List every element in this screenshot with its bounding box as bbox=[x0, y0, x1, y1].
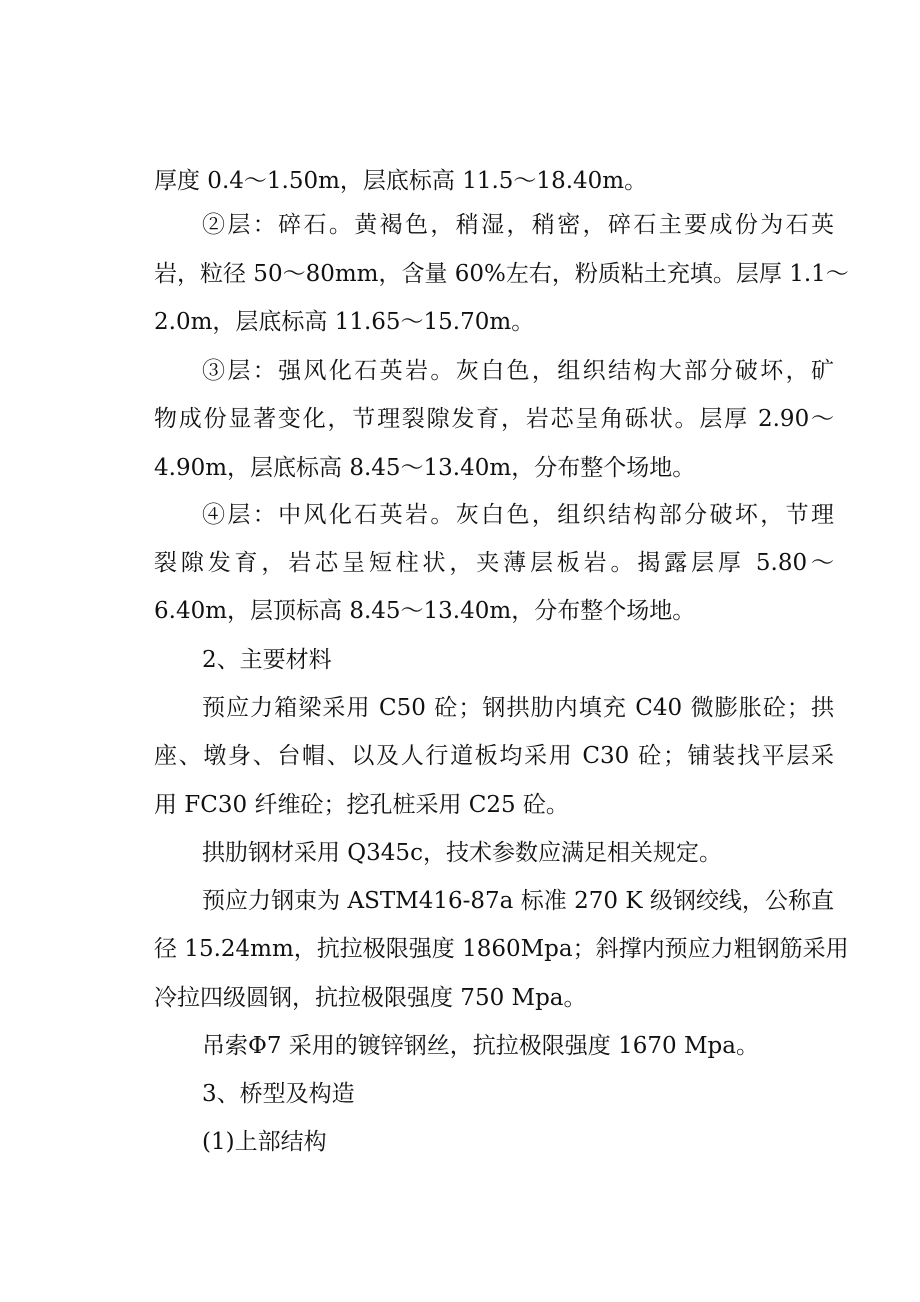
text-line: 岩，粒径 50～80mm，含量 60%左右，粉质粘土充填。层厚 1.1～ bbox=[154, 261, 849, 287]
section-heading: 3、桥型及构造 bbox=[202, 1081, 355, 1107]
subsection-heading: (1)上部结构 bbox=[202, 1129, 327, 1155]
section-heading: 2、主要材料 bbox=[202, 647, 332, 673]
text-line: 4.90m，层底标高 8.45～13.40m，分布整个场地。 bbox=[154, 455, 696, 481]
text-line: 预应力箱梁采用 C50 砼；钢拱肋内填充 C40 微膨胀砼；拱 bbox=[202, 695, 834, 721]
text-line: ②层：碎石。黄褐色，稍湿，稍密，碎石主要成份为石英 bbox=[202, 212, 834, 238]
text-line: 径 15.24mm，抗拉极限强度 1860Mpa；斜撑内预应力粗钢筋采用 bbox=[154, 936, 849, 962]
text-line: 冷拉四级圆钢，抗拉极限强度 750 Mpa。 bbox=[154, 985, 587, 1011]
text-line: ④层：中风化石英岩。灰白色，组织结构部分破坏，节理 bbox=[202, 502, 834, 528]
text-line: 吊索Φ7 采用的镀锌钢丝，抗拉极限强度 1670 Mpa。 bbox=[202, 1033, 759, 1059]
text-line: 6.40m，层顶标高 8.45～13.40m，分布整个场地。 bbox=[154, 598, 696, 624]
text-line: 座、墩身、台帽、以及人行道板均采用 C30 砼；铺装找平层采 bbox=[154, 743, 834, 769]
text-line: 用 FC30 纤维砼；挖孔桩采用 C25 砼。 bbox=[154, 792, 569, 818]
text-line: 预应力钢束为 ASTM416-87a 标准 270 K 级钢绞线，公称直 bbox=[202, 888, 834, 914]
text-line: 拱肋钢材采用 Q345c，技术参数应满足相关规定。 bbox=[202, 840, 722, 866]
text-line: 裂隙发育，岩芯呈短柱状，夹薄层板岩。揭露层厚 5.80～ bbox=[154, 550, 834, 576]
text-line: 2.0m，层底标高 11.65～15.70m。 bbox=[154, 309, 535, 335]
text-line: 物成份显著变化，节理裂隙发育，岩芯呈角砾状。层厚 2.90～ bbox=[154, 406, 834, 432]
text-line: 厚度 0.4～1.50m，层底标高 11.5～18.40m。 bbox=[154, 168, 648, 194]
text-line: ③层：强风化石英岩。灰白色，组织结构大部分破坏，矿 bbox=[202, 358, 834, 384]
